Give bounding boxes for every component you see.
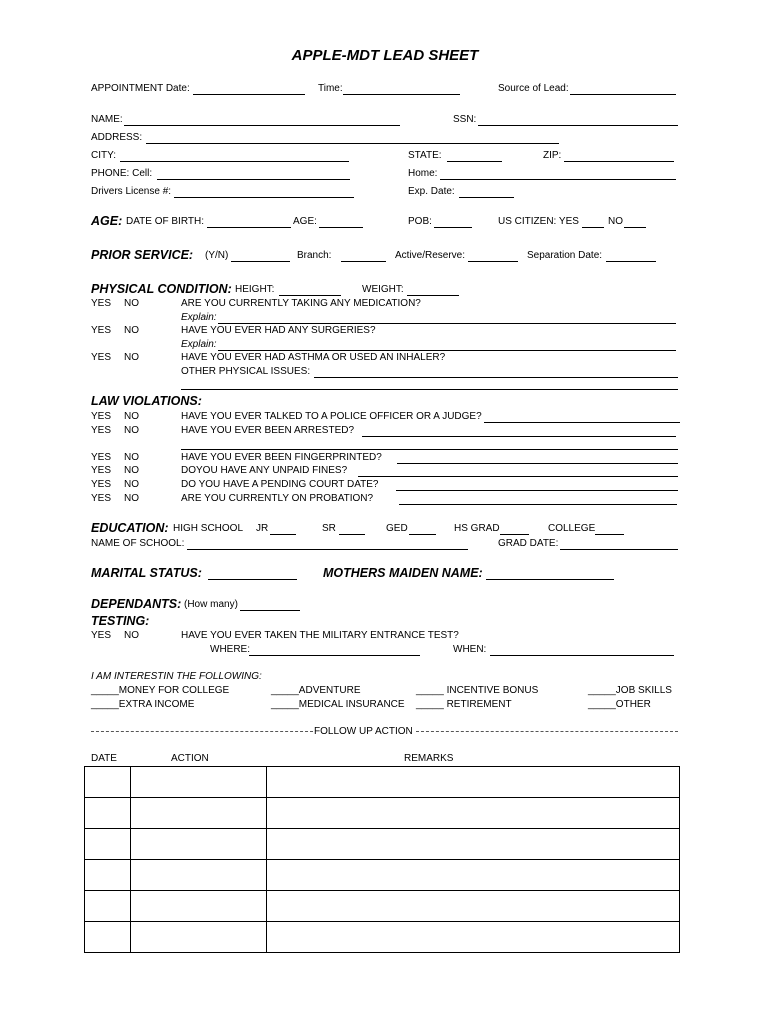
hs-grad-label: HS GRAD [454,523,500,534]
jr-label: JR [256,523,269,534]
medication-yes[interactable]: YES [91,298,112,309]
school-name-label: NAME OF SCHOOL: [91,538,185,549]
separation-date-field[interactable] [606,261,656,262]
other-physical-issues-label: OTHER PHYSICAL ISSUES: [181,366,311,377]
weight-label: WEIGHT: [362,284,404,295]
interest-job-skills[interactable]: _____JOB SKILLS [588,685,672,696]
date-cell[interactable] [85,829,131,860]
high-school-label: HIGH SCHOOL [173,523,244,534]
dependants-field[interactable] [240,610,300,611]
education-heading: EDUCATION: [91,521,169,535]
us-citizen-yes-field[interactable] [582,227,604,228]
date-cell[interactable] [85,798,131,829]
remarks-cell[interactable] [267,767,680,798]
drivers-license-label: Drivers License #: [91,186,172,197]
separation-date-label: Separation Date: [527,250,603,261]
testing-heading: TESTING: [91,614,150,628]
state-label: STATE: [408,150,442,161]
appointment-date-label: APPOINTMENT Date: [91,83,190,94]
branch-label: Branch: [297,250,332,261]
asthma-question: HAVE YOU EVER HAD ASTHMA OR USED AN INHALER? [181,352,446,363]
action-cell[interactable] [131,860,267,891]
court-date-no[interactable]: NO [124,479,139,490]
table-row [85,860,680,891]
date-cell[interactable] [85,922,131,953]
weight-field[interactable] [407,295,459,296]
surgeries-question: HAVE YOU EVER HAD ANY SURGERIES? [181,325,376,336]
unpaid-fines-question: DOYOU HAVE ANY UNPAID FINES? [181,465,348,476]
action-cell[interactable] [131,922,267,953]
drivers-license-field[interactable] [174,197,354,198]
medication-no[interactable]: NO [124,298,139,309]
phone-cell-field[interactable] [157,179,350,180]
follow-up-heading: FOLLOW UP ACTION [314,726,413,737]
active-reserve-field[interactable] [468,261,518,262]
interest-extra-income[interactable]: _____EXTRA INCOME [91,699,195,710]
dob-field[interactable] [207,227,291,228]
remarks-cell[interactable] [267,798,680,829]
medication-explain-label: Explain: [181,312,217,323]
test-where-field[interactable] [249,655,420,656]
test-no[interactable]: NO [124,630,139,641]
height-field[interactable] [279,295,341,296]
date-cell[interactable] [85,767,131,798]
interest-other[interactable]: _____OTHER [588,699,651,710]
city-label: CITY: [91,150,117,161]
sr-label: SR [322,523,336,534]
college-field[interactable] [595,534,624,535]
arrested-no[interactable]: NO [124,425,139,436]
police-no[interactable]: NO [124,411,139,422]
table-row [85,891,680,922]
dependants-heading: DEPENDANTS: [91,597,182,611]
interest-adventure[interactable]: _____ADVENTURE [271,685,361,696]
home-phone-field[interactable] [440,179,676,180]
other-physical-issues-field-2[interactable] [181,389,678,390]
remarks-cell[interactable] [267,922,680,953]
table-row [85,767,680,798]
marital-status-field[interactable] [208,579,297,580]
medication-question: ARE YOU CURRENTLY TAKING ANY MEDICATION? [181,298,421,309]
dob-label: DATE OF BIRTH: [126,216,204,227]
col-remarks-header: REMARKS [404,753,454,764]
follow-up-divider-left [91,731,313,732]
ssn-label: SSN: [453,114,477,125]
probation-question: ARE YOU CURRENTLY ON PROBATION? [181,493,374,504]
col-date-header: DATE [91,753,117,764]
interest-retirement[interactable]: _____ RETIREMENT [416,699,512,710]
jr-field[interactable] [270,534,296,535]
us-citizen-label: US CITIZEN: YES [498,216,579,227]
home-phone-label: Home: [408,168,438,179]
time-label: Time: [318,83,343,94]
court-date-yes[interactable]: YES [91,479,112,490]
surgeries-yes[interactable]: YES [91,325,112,336]
prior-service-yn-label: (Y/N) [205,250,229,261]
interest-incentive-bonus[interactable]: _____ INCENTIVE BONUS [416,685,539,696]
fingerprinted-field[interactable] [397,463,678,464]
probation-yes[interactable]: YES [91,493,112,504]
active-reserve-label: Active/Reserve: [395,250,466,261]
fingerprinted-question: HAVE YOU EVER BEEN FINGERPRINTED? [181,452,382,463]
test-when-field[interactable] [490,655,674,656]
test-yes[interactable]: YES [91,630,112,641]
action-cell[interactable] [131,767,267,798]
us-citizen-no-label: NO [608,216,623,227]
zip-field[interactable] [564,161,674,162]
test-question: HAVE YOU EVER TAKEN THE MILITARY ENTRANCE TEST? [181,630,459,641]
page-title: APPLE-MDT LEAD SHEET [291,47,479,64]
zip-label: ZIP: [543,150,562,161]
marital-status-heading: MARITAL STATUS: [91,566,202,580]
surgeries-no[interactable]: NO [124,325,139,336]
prior-service-yn-field[interactable] [231,261,290,262]
remarks-cell[interactable] [267,891,680,922]
phone-cell-label: PHONE: Cell: [91,168,153,179]
action-cell[interactable] [131,891,267,922]
exp-date-field[interactable] [459,197,514,198]
arrested-question: HAVE YOU EVER BEEN ARRESTED? [181,425,355,436]
age-heading: AGE: [91,214,123,228]
city-field[interactable] [120,161,349,162]
test-where-label: WHERE: [210,644,250,655]
fingerprinted-yes[interactable]: YES [91,452,112,463]
source-of-lead-label: Source of Lead: [498,83,569,94]
state-field[interactable] [447,161,502,162]
asthma-no[interactable]: NO [124,352,139,363]
table-row [85,922,680,953]
table-row [85,798,680,829]
action-cell[interactable] [131,798,267,829]
police-field[interactable] [484,422,680,423]
arrested-field-2[interactable] [181,449,678,450]
probation-no[interactable]: NO [124,493,139,504]
probation-field[interactable] [399,504,677,505]
asthma-yes[interactable]: YES [91,352,112,363]
interest-money-for-college[interactable]: _____MONEY FOR COLLEGE [91,685,230,696]
date-cell[interactable] [85,860,131,891]
medication-explain-field[interactable] [218,323,676,324]
grad-date-label: GRAD DATE: [498,538,559,549]
date-cell[interactable] [85,891,131,922]
college-label: COLLEGE [548,523,596,534]
unpaid-fines-field[interactable] [358,476,678,477]
ged-field[interactable] [409,534,436,535]
pob-field[interactable] [434,227,472,228]
dependants-how-many-label: (How many) [184,599,238,610]
other-physical-issues-field[interactable] [314,377,678,378]
unpaid-fines-no[interactable]: NO [124,465,139,476]
unpaid-fines-yes[interactable]: YES [91,465,112,476]
exp-date-label: Exp. Date: [408,186,455,197]
source-of-lead-field[interactable] [570,94,676,95]
follow-up-divider-right [416,731,678,732]
remarks-cell[interactable] [267,860,680,891]
us-citizen-no-field[interactable] [624,227,646,228]
arrested-yes[interactable]: YES [91,425,112,436]
mothers-maiden-name-heading: MOTHERS MAIDEN NAME: [323,566,483,580]
action-cell[interactable] [131,829,267,860]
table-row [85,829,680,860]
grad-date-field[interactable] [560,549,678,550]
age-label: AGE: [293,216,317,227]
address-field[interactable] [146,143,559,144]
sr-field[interactable] [339,534,365,535]
prior-service-heading: PRIOR SERVICE: [91,248,194,262]
col-action-header: ACTION [171,753,209,764]
test-when-label: WHEN: [453,644,487,655]
fingerprinted-no[interactable]: NO [124,452,139,463]
police-question: HAVE YOU EVER TALKED TO A POLICE OFFICER OR A JUDGE? [181,411,482,422]
arrested-field[interactable] [362,436,676,437]
appointment-date-field[interactable] [193,94,305,95]
physical-condition-heading: PHYSICAL CONDITION: [91,282,232,296]
court-date-field[interactable] [396,490,678,491]
mothers-maiden-name-field[interactable] [486,579,614,580]
police-yes[interactable]: YES [91,411,112,422]
interest-medical-insurance[interactable]: _____MEDICAL INSURANCE [271,699,405,710]
ged-label: GED [386,523,408,534]
name-field[interactable] [124,125,400,126]
age-field[interactable] [319,227,363,228]
pob-label: POB: [408,216,432,227]
name-label: NAME: [91,114,123,125]
height-label: HEIGHT: [235,284,275,295]
time-field[interactable] [343,94,460,95]
surgeries-explain-label: Explain: [181,339,217,350]
remarks-cell[interactable] [267,829,680,860]
address-label: ADDRESS: [91,132,143,143]
hs-grad-field[interactable] [500,534,529,535]
school-name-field[interactable] [187,549,468,550]
law-violations-heading: LAW VIOLATIONS: [91,394,202,408]
interests-heading: I AM INTERESTIN THE FOLLOWING: [91,671,262,682]
surgeries-explain-field[interactable] [218,350,676,351]
follow-up-table [84,766,680,953]
branch-field[interactable] [341,261,386,262]
court-date-question: DO YOU HAVE A PENDING COURT DATE? [181,479,379,490]
ssn-field[interactable] [478,125,678,126]
